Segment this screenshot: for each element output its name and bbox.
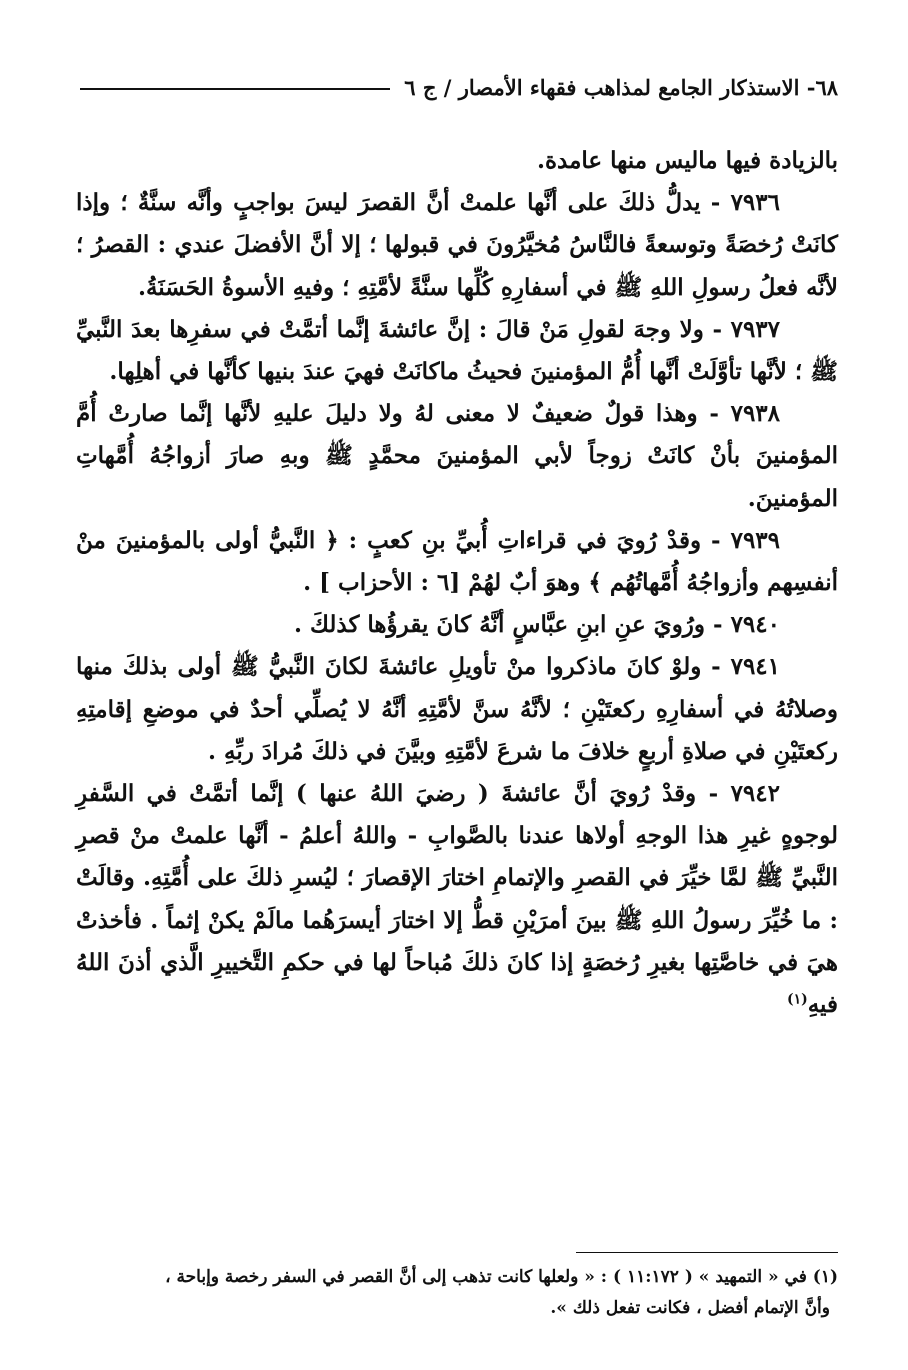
paragraph-continuation — [76, 140, 838, 182]
footnote-reference[interactable]: (١) — [786, 991, 808, 1008]
paragraph-7940: ٧٩٤٠ - ورُويَ عنِ ابنِ عبَّاسٍ أنَّهُ كانَ يقرؤُها كذلكَ . — [293, 611, 780, 639]
paragraph-number: ٧٩٤٢ — [730, 780, 780, 808]
paragraph-text: ولوْ كانَ ماذكروا منْ تأويلِ عائشةَ لكانَ النَّبيُّ ﷺ أولى بذلكَ منها وصلاتُهُ في أسفارِهِ ركعتَيْنِ ؛ لأنَّهُ سنَّ لأمَّتِهِ أنَّهُ لا يُصلِّي أحدٌ في موضعِ إقامتِهِ ركعتَيْنِ في صلاةِ أربعٍ خلافَ ما شرعَ لأمَّتِهِ وبيَّنَ في ذلكَ مُرادَ ربِّهِ . — [76, 653, 838, 765]
footnote-separator — [576, 1252, 838, 1253]
paragraph-text: وهذا قولٌ ضعيفٌ لا معنى لهُ ولا دليلَ عليهِ لأنَّها إنَّما صارتْ أُمَّ المؤمنينَ بأنْ كانَتْ زوجاً لأبي المؤمنينَ محمَّدٍ ﷺ وبهِ صارَ أزواجُهُ أُمَّهاتِ المؤمنينَ. — [76, 400, 838, 512]
paragraph-text: وقدْ رُويَ أنَّ عائشةَ ( رضيَ اللهُ عنها ) إنَّما أتمَّتْ في السَّفرِ لوجوهٍ غيرِ هذا الوجهِ أولاها عندنا بالصَّوابِ - واللهُ أعلمُ - أنَّها علمتْ منْ قصرِ النَّبيِّ ﷺ لمَّا خيِّرَ في القصرِ والإتمامِ اختارَ الإقصارَ ؛ ليُسرِ ذلكَ على أُمَّتِهِ. وقالَتْ : ما خُيِّرَ رسولُ اللهِ ﷺ بينَ أمرَيْنِ قطُّ إلا اختارَ أيسرَهُما مالَمْ يكنْ إثماً . فأخذتْ هيَ في خاصَّتِها بغيرِ رُخصَةٍ إذا كانَ ذلكَ مُباحاً لها في حكمِ التَّخييرِ الَّذي أذنَ اللهُ فيهِ — [76, 780, 838, 1019]
paragraph-number: ٧٩٣٦ — [730, 189, 780, 217]
footnote — [76, 1262, 838, 1324]
paragraph-text: وقدْ رُويَ في قراءاتِ أُبيِّ بنِ كعبٍ : ﴿ النَّبيُّ أولى بالمؤمنينَ منْ أنفسِهم وأزواجُهُ أُمَّهاتُهُم ﴾ وهوَ أبٌ لهُمْ [٦ : الأحزاب ] . — [76, 526, 838, 597]
paragraph-number: ٧٩٣٨ — [730, 400, 781, 428]
paragraph-number: ٧٩٣٩ — [730, 526, 781, 554]
paragraph-text: يدلُّ ذلكَ على أنَّها علمتْ أنَّ القصرَ ليسَ بواجبٍ وأنَّه سنَّةٌ ؛ وإذا كانَتْ رُخصَةً وتوسعةً فالنَّاسُ مُخيَّرُونَ في قبولها ؛ إلا أنَّ الأفضلَ عندي : القصرُ ؛ لأنَّه فعلُ رسولِ اللهِ ﷺ في أسفارِهِ كُلِّها سنَّةً لأمَّتِهِ ؛ وفيهِ الأسوةُ الحَسَنَةُ. — [76, 189, 838, 301]
footnote-line: وأنَّ الإتمام أفضل ، فكانت تفعل ذلك ». — [550, 1298, 830, 1318]
paragraph-7939: ٧٩٣٩ - وقدْ رُويَ في قراءاتِ أُبيِّ بنِ كعبٍ : ﴿ النَّبيُّ أولى بالمؤمنينَ منْ أنفسِهم وأزواجُهُ أُمَّهاتُهُم ﴾ وهوَ أبٌ لهُمْ [٦ : الأحزاب ] . — [76, 526, 838, 597]
paragraph-7936: ٧٩٣٦ - يدلُّ ذلكَ على أنَّها علمتْ أنَّ القصرَ ليسَ بواجبٍ وأنَّه سنَّةٌ ؛ وإذا كانَتْ رُخصَةً وتوسعةً فالنَّاسُ مُخيَّرُونَ في قبولها ؛ إلا أنَّ الأفضلَ عندي : القصرُ ؛ لأنَّه فعلُ رسولِ اللهِ ﷺ في أسفارِهِ كُلِّها سنَّةً لأمَّتِهِ ؛ وفيهِ الأسوةُ الحَسَنَةُ. — [76, 189, 838, 301]
paragraph-7941: ٧٩٤١ - ولوْ كانَ ماذكروا منْ تأويلِ عائشةَ لكانَ النَّبيُّ ﷺ أولى بذلكَ منها وصلاتُهُ في أسفارِهِ ركعتَيْنِ ؛ لأنَّهُ سنَّ لأمَّتِهِ أنَّهُ لا يُصلِّي أحدٌ في موضعِ إقامتِهِ ركعتَيْنِ في صلاةِ أربعٍ خلافَ ما شرعَ لأمَّتِهِ وبيَّنَ في ذلكَ مُرادَ ربِّهِ . — [76, 653, 838, 765]
paragraph-number: ٧٩٤٠ — [730, 611, 780, 639]
paragraph-7937: ٧٩٣٧ - ولا وجهَ لقولِ مَنْ قالَ : إنَّ عائشةَ إنَّما أتمَّتْ في سفرِها بعدَ النَّبيِّ ﷺ ؛ لأنَّها تأوَّلَتْ أنَّها أُمُّ المؤمنينَ فحيثُ ماكانَتْ فهيَ عندَ بنيها كأنَّها في أهلِها. — [76, 315, 838, 386]
header-rule — [80, 88, 390, 90]
paragraph-text: ولا وجهَ لقولِ مَنْ قالَ : إنَّ عائشةَ إنَّما أتمَّتْ في سفرِها بعدَ النَّبيِّ ﷺ ؛ لأنَّها تأوَّلَتْ أنَّها أُمُّ المؤمنينَ فحيثُ ماكانَتْ فهيَ عندَ بنيها كأنَّها في أهلِها. — [76, 315, 838, 386]
paragraph-number: ٧٩٤١ — [730, 653, 781, 681]
running-title: ٦٨- الاستذكار الجامع لمذاهب فقهاء الأمصار / ج ٦ — [404, 74, 838, 100]
paragraph-7938: ٧٩٣٨ - وهذا قولٌ ضعيفٌ لا معنى لهُ ولا دليلَ عليهِ لأنَّها إنَّما صارتْ أُمَّ المؤمنينَ بأنْ كانَتْ زوجاً لأبي المؤمنينَ محمَّدٍ ﷺ وبهِ صارَ أزواجُهُ أُمَّهاتِ المؤمنينَ. — [76, 400, 838, 512]
page-header — [80, 70, 838, 104]
paragraph-number: ٧٩٣٧ — [730, 315, 781, 343]
paragraph-text: ورُويَ عنِ ابنِ عبَّاسٍ أنَّهُ كانَ يقرؤُها كذلكَ . — [293, 611, 706, 639]
paragraph-text: بالزيادة فيها ماليس منها عامدة. — [536, 147, 838, 174]
footnote-line: (١) في « التمهيد » ( ١١:١٧٢ ) : « ولعلها كانت تذهب إلى أنَّ القصر في السفر رخصة وإباحة ، — [165, 1267, 838, 1287]
paragraph-7942: ٧٩٤٢ - وقدْ رُويَ أنَّ عائشةَ ( رضيَ اللهُ عنها ) إنَّما أتمَّتْ في السَّفرِ لوجوهٍ غيرِ هذا الوجهِ أولاها عندنا بالصَّوابِ - واللهُ أعلمُ - أنَّها علمتْ منْ قصرِ النَّبيِّ ﷺ لمَّا خيِّرَ في القصرِ والإتمامِ اختارَ الإقصارَ ؛ ليُسرِ ذلكَ على أُمَّتِهِ. وقالَتْ : ما خُيِّرَ رسولُ اللهِ ﷺ بينَ أمرَيْنِ قطُّ إلا اختارَ أيسرَهُما مالَمْ يكنْ إثماً . فأخذتْ هيَ في خاصَّتِها بغيرِ رُخصَةٍ إذا كانَ ذلكَ مُباحاً لها في حكمِ التَّخييرِ الَّذي أذنَ اللهُ فيهِ$^{(١)}$ — [76, 780, 838, 1019]
main-text — [76, 140, 838, 1026]
